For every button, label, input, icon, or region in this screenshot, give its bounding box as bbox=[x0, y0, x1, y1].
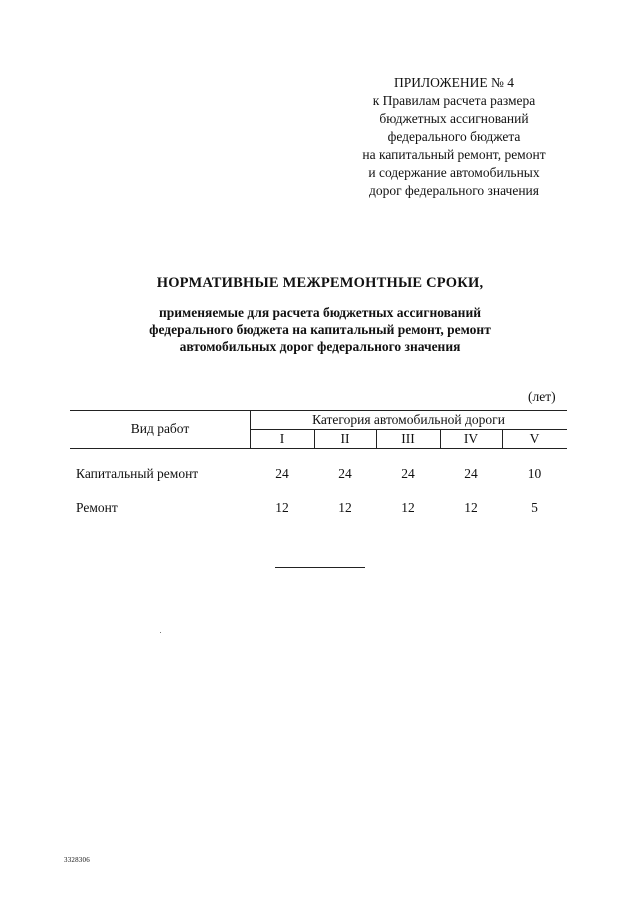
table-cell: 24 bbox=[401, 466, 415, 481]
table-cell: 5 bbox=[531, 500, 538, 515]
table-cell: 12 bbox=[464, 500, 478, 515]
table-top-rule bbox=[70, 410, 567, 411]
table-cell: 12 bbox=[401, 500, 415, 515]
end-separator-line bbox=[275, 567, 365, 568]
category-header-1: I bbox=[279, 431, 285, 446]
appendix-title: ПРИЛОЖЕНИЕ № 4 bbox=[393, 75, 515, 90]
appendix-line: на капитальный ремонт, ремонт bbox=[362, 147, 546, 162]
norms-table bbox=[70, 410, 567, 540]
group-header-road-category: Категория автомобильной дороги bbox=[312, 412, 505, 427]
document-title-block bbox=[60, 275, 580, 355]
appendix-header bbox=[320, 74, 588, 200]
document-title: НОРМАТИВНЫЕ МЕЖРЕМОНТНЫЕ СРОКИ, bbox=[156, 275, 484, 291]
row-label-capital-repair: Капитальный ремонт bbox=[76, 466, 199, 481]
appendix-line: и содержание автомобильных bbox=[368, 165, 540, 180]
appendix-line: федерального бюджета bbox=[387, 129, 521, 144]
row-label-repair: Ремонт bbox=[76, 500, 118, 515]
table-cell: 10 bbox=[527, 466, 542, 481]
category-header-3: III bbox=[401, 431, 415, 446]
category-header-5: V bbox=[529, 431, 540, 446]
header-bottom-rule bbox=[70, 448, 567, 449]
category-header-4: IV bbox=[463, 431, 479, 446]
units-label: (лет) bbox=[528, 389, 556, 404]
appendix-line: к Правилам расчета размера bbox=[372, 93, 536, 108]
subtitle-line: федерального бюджета на капитальный ремонт, ремонт bbox=[149, 322, 491, 337]
appendix-line: дорог федерального значения bbox=[369, 183, 539, 198]
document-subtitle bbox=[60, 304, 580, 355]
subtitle-line: автомобильных дорог федерального значения bbox=[179, 339, 461, 354]
category-header-2: II bbox=[340, 431, 350, 446]
subtitle-line: применяемые для расчета бюджетных ассигнований bbox=[158, 305, 482, 320]
table-cell: 24 bbox=[338, 466, 352, 481]
table-cell: 24 bbox=[275, 466, 289, 481]
column-header-work-type: Вид работ bbox=[130, 421, 190, 436]
document-code: 3328306 bbox=[64, 856, 90, 864]
appendix-line: бюджетных ассигнований bbox=[379, 111, 529, 126]
group-header-rule bbox=[250, 429, 567, 430]
table-cell: 12 bbox=[338, 500, 352, 515]
scan-dot bbox=[160, 632, 161, 633]
table-cell: 12 bbox=[275, 500, 289, 515]
table-cell: 24 bbox=[464, 466, 478, 481]
